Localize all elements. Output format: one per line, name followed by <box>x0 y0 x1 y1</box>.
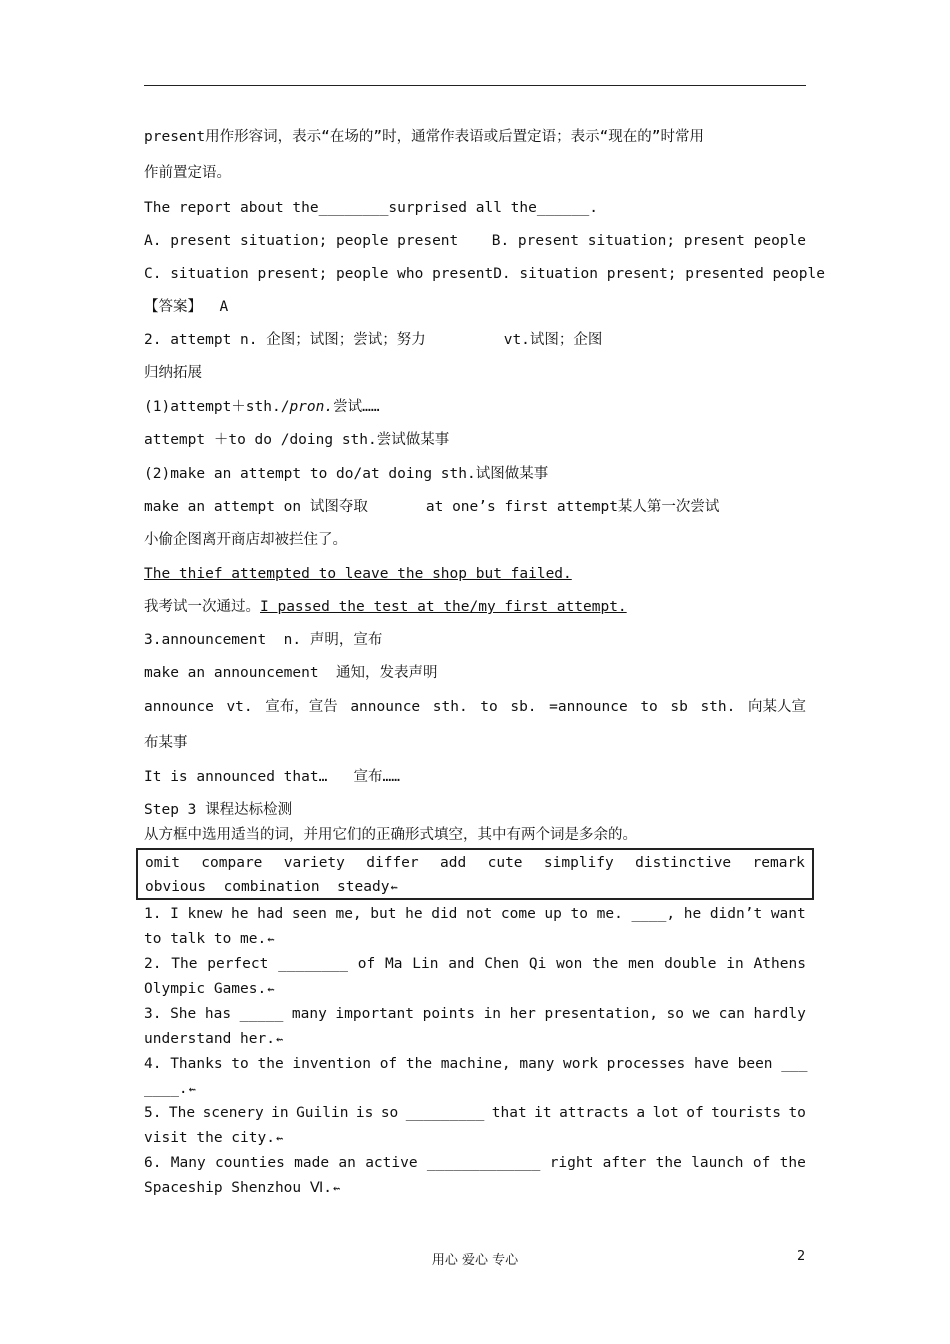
word: in <box>483 1006 502 1022</box>
word: Lin <box>412 956 439 972</box>
sentence-6-line-2 <box>144 1178 806 1198</box>
word: 2. <box>144 956 162 972</box>
page-number: 2 <box>797 1249 806 1264</box>
word: double <box>664 956 717 972</box>
usage-2: (2)make an attempt to do/at doing sth.试图做某事 <box>144 466 549 482</box>
word: the <box>655 1155 682 1171</box>
word: he <box>405 906 423 922</box>
word-option: simplify <box>543 855 614 871</box>
word: Chen <box>484 956 520 972</box>
word-option: distinctive <box>635 855 732 871</box>
paragraph-mark-icon: ⇜ <box>267 982 275 996</box>
word-option: cute <box>487 855 523 871</box>
word: not <box>466 906 493 922</box>
word: 1. <box>144 906 162 922</box>
word-option: compare <box>201 855 263 871</box>
word: =announce <box>549 699 628 715</box>
word: sb <box>670 699 688 715</box>
word: want <box>770 906 806 922</box>
sentence-2-line-1 <box>144 954 806 974</box>
word: She <box>170 1006 197 1022</box>
word: important <box>335 1006 414 1022</box>
word: knew <box>187 906 223 922</box>
usage-3-b: at one’s first attempt某人第一次尝试 <box>425 499 720 515</box>
word: hardly <box>753 1006 806 1022</box>
word: has <box>204 1006 232 1022</box>
word: did <box>431 906 458 922</box>
usage-1-pron: pron. <box>289 399 334 415</box>
word: can <box>718 1006 745 1022</box>
word: is <box>355 1105 374 1121</box>
item-2-noun: 2. attempt n. 企图；试图；尝试；努力 <box>144 332 426 348</box>
word: seen <box>291 906 327 922</box>
word: to <box>480 699 498 715</box>
word: the <box>592 956 619 972</box>
word: announce <box>144 699 214 715</box>
word: sth. <box>432 699 468 715</box>
usage-1-a: (1)attempt＋sth./ <box>144 399 290 415</box>
blank: _____________ <box>426 1155 541 1171</box>
word: of <box>686 1105 704 1121</box>
sentence-4-line-2 <box>144 1079 806 1099</box>
sentence-2-line-2 <box>144 979 806 999</box>
word: 3. <box>144 1006 162 1022</box>
item-3-heading: 3.announcement n. 声明，宣布 <box>144 632 383 648</box>
word: The <box>171 956 198 972</box>
paragraph-mark-icon: ⇜ <box>188 1082 196 1096</box>
word: ____, <box>631 906 676 922</box>
word-option: remark <box>752 855 805 871</box>
word-option: differ <box>366 855 419 871</box>
word: had <box>257 906 284 922</box>
sentence-3-line-2 <box>144 1029 806 1049</box>
paragraph-mark-icon: ⇜ <box>275 1131 284 1145</box>
paragraph-mark-icon: ⇜ <box>390 880 398 894</box>
sentence-5-line-1 <box>144 1103 806 1123</box>
word-option: add <box>440 855 467 871</box>
word-options-2: obvious combination steady <box>145 879 390 895</box>
option-d: D. situation present; presented people <box>493 266 825 282</box>
sentence-text: understand her. <box>144 1031 275 1047</box>
word: that <box>491 1105 527 1121</box>
word: her <box>509 1006 536 1022</box>
option-c: C. situation present; people who present <box>144 266 494 282</box>
word: 6. <box>144 1155 162 1171</box>
word: Many <box>170 1155 206 1171</box>
word: won <box>556 956 583 972</box>
sentence-1-line-2 <box>144 929 806 949</box>
usage-1-b: attempt ＋to do /doing sth.尝试做某事 <box>144 432 450 448</box>
word: me. <box>596 906 623 922</box>
word: to <box>788 1105 806 1121</box>
word-box-row-2 <box>145 877 805 897</box>
usage-3 <box>144 497 806 517</box>
example-2-en: I passed the test at the/my first attempt. <box>260 599 627 615</box>
sentence-text: visit the city. <box>144 1130 275 1146</box>
sentence-text: to talk to me. <box>144 931 267 947</box>
word: come <box>500 906 536 922</box>
sentence-text: ____. <box>144 1081 188 1097</box>
word: of <box>357 956 376 972</box>
sentence-3-line-1 <box>144 1004 806 1024</box>
blank: _____ <box>239 1006 284 1022</box>
explanation-line-2: 作前置定语。 <box>144 165 231 181</box>
step-3-heading: Step 3 课程达标检测 <box>144 802 293 818</box>
sentence-text: Spaceship Shenzhou Ⅵ. <box>144 1180 332 1196</box>
word: Qi <box>528 956 547 972</box>
word: right <box>549 1155 594 1171</box>
word-box-row-1 <box>145 853 805 873</box>
announce-usage-line-2: 布某事 <box>144 735 188 751</box>
usage-3-a: make an attempt on 试图夺取 <box>144 499 368 515</box>
word: Guilin <box>296 1105 349 1121</box>
sentence-text: Olympic Games. <box>144 981 267 997</box>
word: perfect <box>207 956 269 972</box>
word: up <box>544 906 562 922</box>
word: attracts <box>559 1105 629 1121</box>
header-rule <box>144 85 806 86</box>
word: he <box>231 906 249 922</box>
word: after <box>602 1155 647 1171</box>
sentence-5-line-2 <box>144 1128 806 1148</box>
word: he <box>683 906 702 922</box>
paragraph-mark-icon: ⇜ <box>332 1181 341 1195</box>
sentence-6-line-1 <box>144 1153 806 1173</box>
example-2-cn: 我考试一次通过。 <box>144 599 260 615</box>
item-2-heading <box>144 330 806 350</box>
word: a <box>636 1105 646 1121</box>
sentence-1-line-1 <box>144 904 806 924</box>
footer-text: 用心 爱心 专心 <box>431 1253 519 1268</box>
question-text: The report about the________surprised all the______. <box>144 200 598 216</box>
word: I <box>170 906 179 922</box>
word: me, <box>335 906 362 922</box>
word: made <box>294 1155 330 1171</box>
item-2-verb: vt.试图；企图 <box>503 332 603 348</box>
word: Athens <box>753 956 806 972</box>
word: The <box>168 1105 196 1121</box>
word: 向某人宣 <box>747 699 806 715</box>
word: vt. <box>226 699 253 715</box>
word-option: variety <box>283 855 345 871</box>
option-a: A. present situation; people present <box>144 233 459 249</box>
example-1-en: The thief attempted to leave the shop but failed. <box>144 566 572 582</box>
word: to <box>640 699 658 715</box>
word: active <box>365 1155 418 1171</box>
word: announce <box>350 699 421 715</box>
options-row-1 <box>144 231 806 251</box>
word-option: omit <box>145 855 180 871</box>
usage-1 <box>144 397 806 417</box>
example-1-cn: 小偷企图离开商店却被拦住了。 <box>144 532 347 548</box>
example-2 <box>144 597 806 617</box>
options-row-2 <box>144 264 825 284</box>
word: counties <box>215 1155 285 1171</box>
word: sth. <box>700 699 736 715</box>
word: an <box>338 1155 356 1171</box>
word: points <box>422 1006 475 1022</box>
word: sb. <box>510 699 537 715</box>
word: 宣布，宣告 <box>265 699 338 715</box>
word: but <box>370 906 397 922</box>
word: launch <box>691 1155 744 1171</box>
announce-usage-line <box>144 697 806 717</box>
sentence-4-line-1: 4. Thanks to the invention of the machine, many work processes have been ___ <box>144 1056 808 1072</box>
option-b: B. present situation; present people <box>491 233 806 249</box>
word-box <box>136 848 814 900</box>
exercise-instruction: 从方框中选用适当的词，并用它们的正确形式填空，其中有两个词是多余的。 <box>144 827 637 843</box>
paragraph-mark-icon: ⇜ <box>267 932 275 946</box>
word: we <box>692 1006 711 1022</box>
word: so <box>380 1105 399 1121</box>
word: didn’t <box>709 906 763 922</box>
answer-line: 【答案】 A <box>144 299 229 315</box>
word: many <box>291 1006 327 1022</box>
blank: _________ <box>405 1105 485 1121</box>
explanation-line-1: present用作形容词，表示“在场的”时，通常作表语或后置定语；表示“现在的”时常用 <box>144 129 705 145</box>
word: of <box>752 1155 771 1171</box>
word: and <box>448 956 475 972</box>
blank: ________ <box>278 956 348 972</box>
announcement-usage: make an announcement 通知，发表声明 <box>144 665 438 681</box>
word: scenery <box>202 1105 264 1121</box>
word: to <box>570 906 588 922</box>
word: 5. <box>144 1105 162 1121</box>
word: in <box>271 1105 289 1121</box>
word: tourists <box>711 1105 781 1121</box>
word: lot <box>652 1105 679 1121</box>
word: men <box>628 956 655 972</box>
summary-heading: 归纳拓展 <box>144 365 202 381</box>
paragraph-mark-icon: ⇜ <box>275 1032 284 1046</box>
word: it <box>534 1105 552 1121</box>
word: in <box>726 956 744 972</box>
word: presentation, <box>544 1006 658 1022</box>
word: the <box>779 1155 806 1171</box>
usage-1-c: 尝试…… <box>333 399 380 415</box>
it-is-announced: It is announced that… 宣布…… <box>144 769 400 785</box>
word: so <box>666 1006 684 1022</box>
word: Ma <box>385 956 403 972</box>
